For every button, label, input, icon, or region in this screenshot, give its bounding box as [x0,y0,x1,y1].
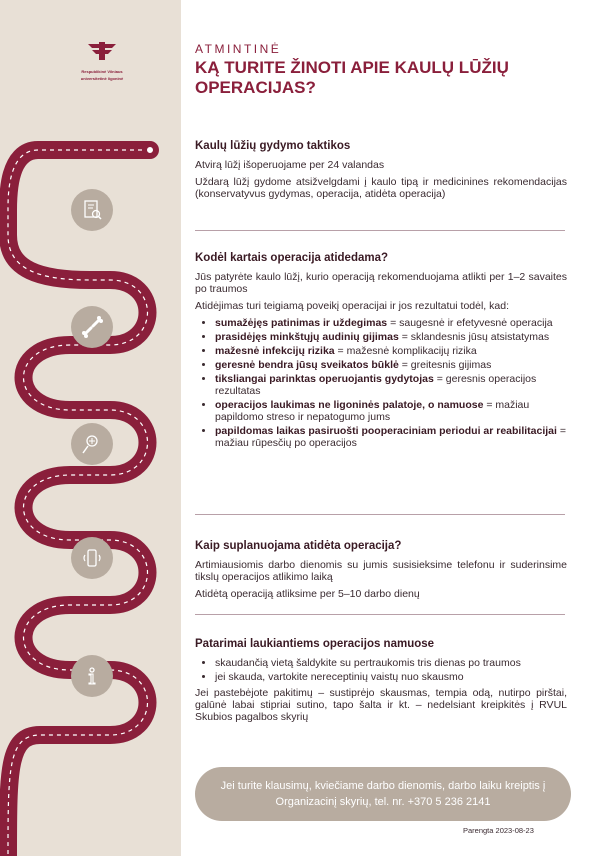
section-delay [195,252,567,451]
benefits-list [195,317,567,449]
section-heading: Kaulų lūžių gydymo taktikos [195,140,351,152]
info-icon [71,655,113,697]
section-heading: Kodėl kartais operacija atidedama? [195,252,389,264]
list-item: • operacijos laukimas ne ligoninės palatoje, o namuose = mažiau papildomo streso ir nepatogumo jums [215,399,567,423]
paragraph: Artimiausiomis darbo dienomis su jumis susisieksime telefonu ir suderinsime tikslų operacijos atlikimo laiką [195,559,567,583]
section-heading: Patarimai laukiantiems operacijos namuose [195,638,435,650]
section-planning [195,540,567,605]
hospital-logo [62,40,142,81]
paragraph: Atidėtą operaciją atliksime per 5–10 darbo dienų [195,588,420,600]
scalpel-icon [71,423,113,465]
list-item: • prasidėjęs minkštųjų audinių gijimas = sklandesnis jūsų atsistatymas [215,331,567,343]
divider [195,230,565,231]
list-item: • sumažėjęs patinimas ir uždegimas = saugesnė ir efetyvesnė operacija [215,317,567,329]
list-item: • skaudančią vietą šaldykite su pertraukomis tris dienas po traumos [215,657,567,669]
page-title: KĄ TURITE ŽINOTI APIE KAULŲ LŪŽIŲ OPERACIJAS? [195,58,509,97]
decorative-sidebar [0,0,181,856]
logo-text-1: Respublikinė Vilniaus [81,69,123,74]
tips-list [195,657,567,683]
phone-ringing-icon [71,537,113,579]
list-item: • mažesnė infekcijų rizika = mažesnė komplikacijų rizika [215,345,567,357]
contact-banner [195,767,571,821]
paragraph: Jei pastebėjote pakitimų – sustiprėjo skausmas, tempia odą, nutirpo pirštai, galūnė labai stipriai sutino, tapo šalta ir kt. – nedelsiant kreipkitės į RVUL Skubios pagalbos skyrių [195,687,567,723]
paragraph: Jūs patyrėte kaulo lūžį, kurio operaciją rekomenduojama atlikti per 1–2 savaites po traumos [195,271,567,295]
section-heading: Kaip suplanuojama atidėta operacija? [195,540,402,552]
list-item: • geresnė bendra jūsų sveikatos būklė = greitesnis gijimas [215,359,567,371]
document-search-icon [71,189,113,231]
logo-text-2: universitetinė ligoninė [80,76,124,81]
document-kicker: ATMINTINĖ [195,42,282,56]
broken-bone-icon [71,306,113,348]
divider [195,514,565,515]
divider [195,614,565,615]
section-tips [195,638,567,728]
prepared-date: Parengta 2023-08-23 [463,826,534,835]
contact-text: Jei turite klausimų, kviečiame darbo dienomis, darbo laiku kreiptis į Organizacinį skyrių, tel. nr. +370 5 236 2141 [220,780,546,808]
list-item: • tiksliangai parinktas operuojantis gydytojas = geresnis operacijos rezultatas [215,373,567,397]
logo-icon [62,40,142,62]
list-item: • papildomas laikas pasiruošti pooperaciniam periodui ar reabilitacijai = mažiau rūpesčių po operacijos [215,425,567,449]
paragraph: Atvirą lūžį išoperuojame per 24 valandas [195,159,385,171]
list-item: • jei skauda, vartokite nereceptinių vaistų nuo skausmo [215,671,567,683]
paragraph: Atidėjimas turi teigiamą poveikį operacijai ir jos rezultatui todėl, kad: [195,300,509,312]
section-tactics [195,140,567,205]
paragraph: Uždarą lūžį gydome atsižvelgdami į kaulo tipą ir medicinines rekomendacijas (konservatyvus gydymas, operacija, atidėta operacija) [195,176,567,200]
